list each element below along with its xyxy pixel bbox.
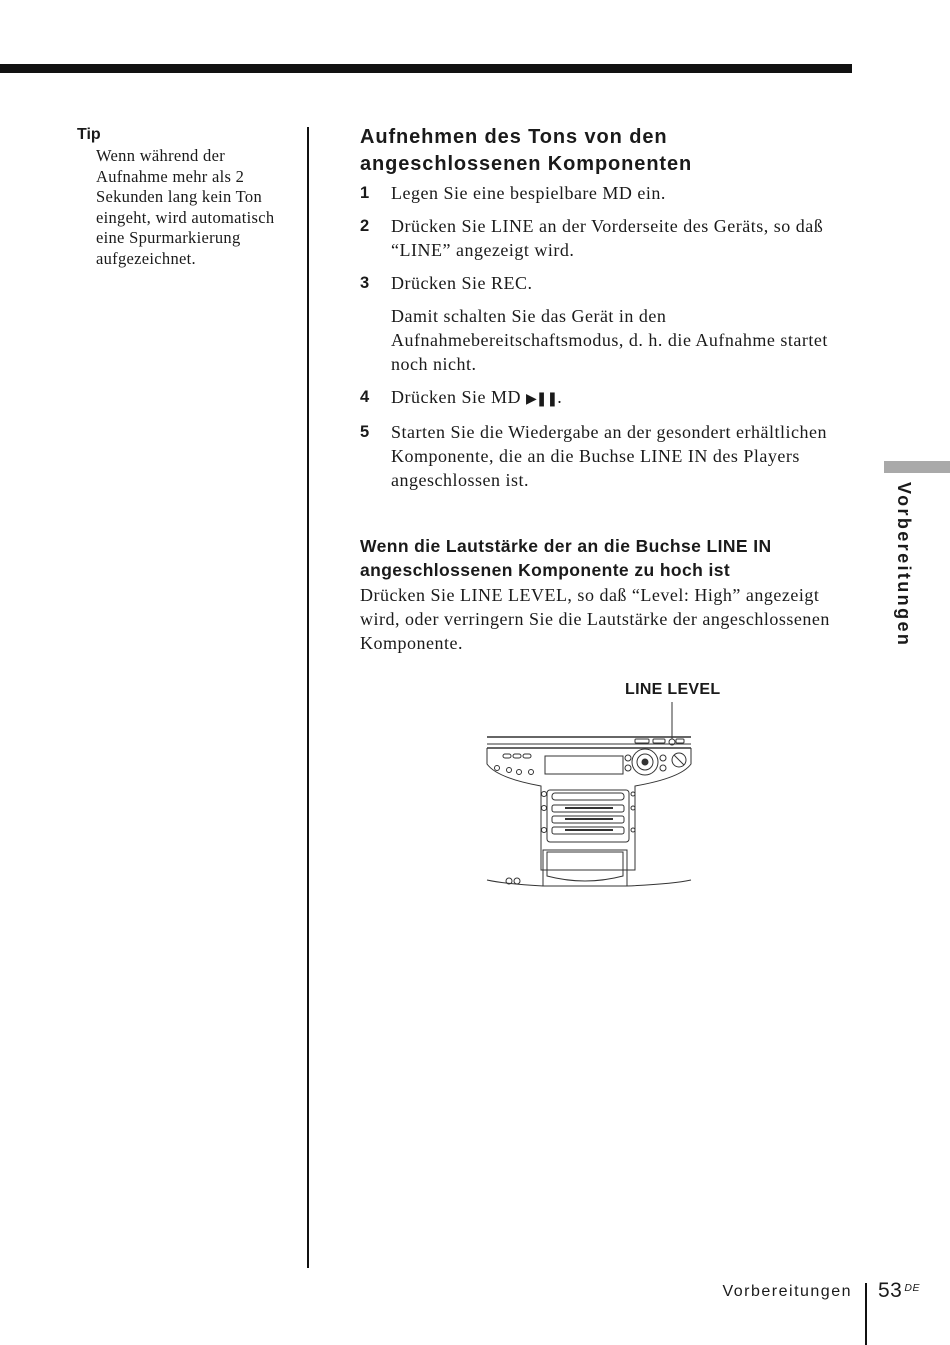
step-text: Starten Sie die Wiedergabe an der gesondert erhältlichen Komponente, die an die Buchse LINE IN des Players angeschlossen ist. bbox=[391, 422, 827, 490]
step-number: 2 bbox=[360, 217, 370, 235]
section-title: Aufnehmen des Tons von den angeschlossenen Komponenten bbox=[360, 126, 693, 175]
top-rule bbox=[0, 64, 852, 73]
section-tab-label: Vorbereitungen bbox=[894, 482, 914, 648]
tip-text: Wenn während der Aufnahme mehr als 2 Sekunden lang kein Ton eingeht, wird automatisch eine Spurmarkierung aufgezeichnet. bbox=[96, 146, 275, 268]
column-divider bbox=[307, 127, 309, 1268]
subsection-text: Drücken Sie LINE LEVEL, so daß “Level: High” angezeigt wird, oder verringern Sie die Lautstärke der angeschlossenen Komponente. bbox=[360, 585, 830, 653]
play-pause-icon: ▶❚❚ bbox=[525, 391, 558, 407]
step-number: 4 bbox=[360, 388, 370, 406]
step-text: Drücken Sie REC. bbox=[391, 273, 533, 293]
step-2 bbox=[360, 214, 855, 262]
step-number: 3 bbox=[360, 274, 370, 292]
tip-label: Tip bbox=[77, 126, 101, 143]
step-number: 1 bbox=[360, 184, 370, 202]
step-4 bbox=[360, 385, 855, 411]
subsection-title: Wenn die Lautstärke der an die Buchse LINE IN angeschlossenen Komponente zu hoch ist bbox=[360, 536, 772, 580]
page-number-value: 53 bbox=[878, 1279, 903, 1302]
step-number: 5 bbox=[360, 423, 370, 441]
footer-section-name: Vorbereitungen bbox=[722, 1283, 852, 1300]
step-text: Drücken Sie MD bbox=[391, 387, 521, 407]
step-3 bbox=[360, 271, 855, 376]
cd-md-player-illustration bbox=[485, 700, 695, 892]
tip-box bbox=[77, 124, 292, 269]
step-suffix: . bbox=[557, 387, 563, 407]
page-language: DE bbox=[904, 1282, 920, 1294]
step-5 bbox=[360, 420, 855, 492]
steps-list bbox=[360, 181, 855, 492]
step-text: Drücken Sie LINE an der Vorderseite des Geräts, so daß “LINE” angezeigt wird. bbox=[391, 216, 824, 260]
step-note: Damit schalten Sie das Gerät in den Aufnahmebereitschaftsmodus, d. h. die Aufnahme startet noch nicht. bbox=[391, 306, 828, 374]
section-tab bbox=[884, 461, 950, 473]
step-text: Legen Sie eine bespielbare MD ein. bbox=[391, 183, 666, 203]
page-number bbox=[878, 1279, 920, 1303]
step-1 bbox=[360, 181, 855, 205]
footer-divider bbox=[865, 1283, 867, 1345]
main-column bbox=[360, 124, 855, 655]
line-level-label: LINE LEVEL bbox=[625, 681, 721, 698]
